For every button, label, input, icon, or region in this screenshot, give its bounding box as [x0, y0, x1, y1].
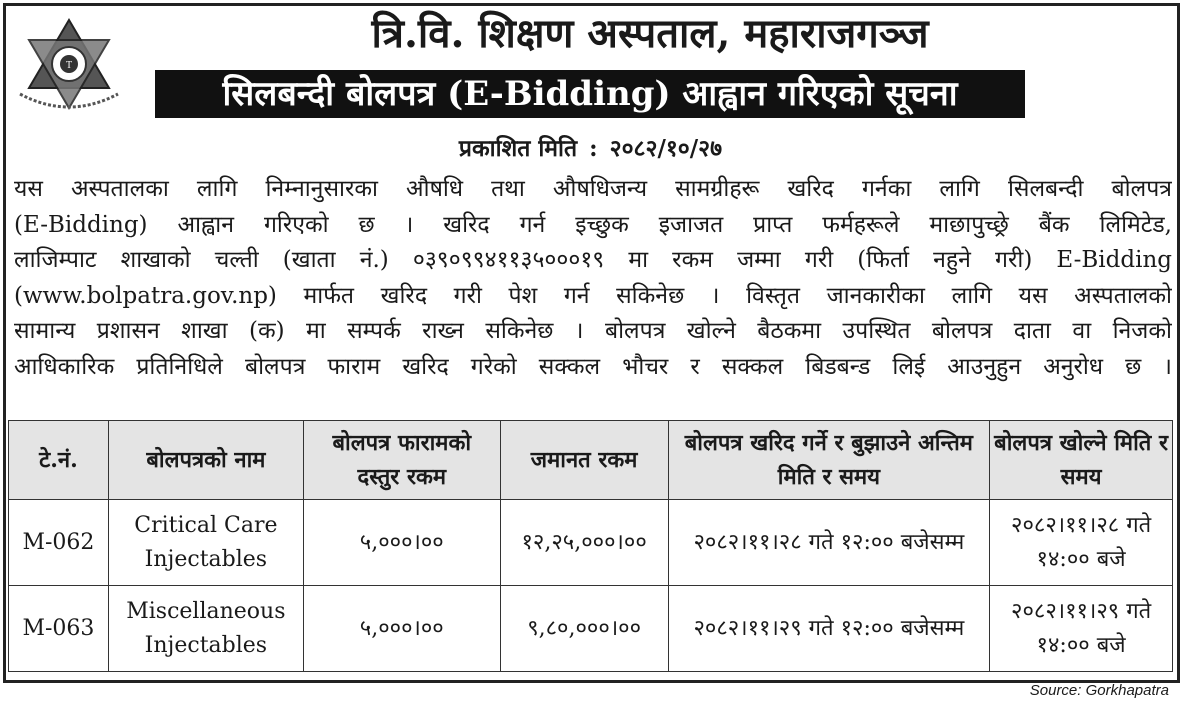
header-bid-security: जमानत रकम — [500, 421, 668, 500]
header-bid-name: बोलपत्रको नाम — [108, 421, 303, 500]
form-fee: ५,०००।०० — [303, 586, 500, 672]
submission-deadline: २०८२।११।२९ गते १२:०० बजेसम्म — [668, 586, 990, 672]
table-row — [9, 500, 1173, 586]
published-date-value: २०८२/१०/२७ — [609, 135, 723, 162]
svg-text:T: T — [65, 60, 73, 71]
tender-no: M-063 — [9, 586, 109, 672]
header-form-fee: बोलपत्र फारामको दस्तुर रकम — [303, 421, 500, 500]
header-submission-deadline: बोलपत्र खरिद गर्ने र बुझाउने अन्तिम मिति र समय — [668, 421, 990, 500]
source-credit: Source: Gorkhapatra — [1029, 682, 1169, 699]
hospital-logo-icon — [14, 16, 124, 116]
body-line: आधिकारिक प्रतिनिधिले बोलपत्र फाराम खरिद गरेको सक्कल भौचर र सक्कल बिडबन्ड लिई आउनुहुन अनुरोध छ । — [14, 353, 1172, 380]
published-separator: : — [589, 135, 598, 162]
bid-name: Critical Care Injectables — [108, 500, 303, 586]
form-fee: ५,०००।०० — [303, 500, 500, 586]
tender-no: M-062 — [9, 500, 109, 586]
opening-date: २०८२।११।२८ गते १४:०० बजे — [990, 500, 1173, 586]
body-line: (E-Bidding) आह्वान गरिएको छ । खरिद गर्न इच्छुक इजाजत प्राप्त फर्महरूले माछापुच्छ्रे बैंक लिमिटेड, — [14, 211, 1172, 238]
bid-table — [8, 420, 1173, 672]
published-date — [0, 132, 1181, 166]
hospital-name: त्रि.वि. शिक्षण अस्पताल, महाराजगञ्ज — [371, 10, 929, 57]
table-row — [9, 586, 1173, 672]
bid-security: १२,२५,०००।०० — [500, 500, 668, 586]
submission-deadline: २०८२।११।२८ गते १२:०० बजेसम्म — [668, 500, 990, 586]
table-header-row — [9, 421, 1173, 500]
notice-title: सिलबन्दी बोलपत्र (E-Bidding) आह्वान गरिएको सूचना — [155, 70, 1025, 118]
bid-name: Miscellaneous Injectables — [108, 586, 303, 672]
bid-security: ९,८०,०००।०० — [500, 586, 668, 672]
body-line: सामान्य प्रशासन शाखा (क) मा सम्पर्क राख्न सकिनेछ । बोलपत्र खोल्ने बैठकमा उपस्थित बोलपत्र दाता वा निजको — [14, 318, 1172, 344]
opening-date: २०८२।११।२९ गते १४:०० बजे — [990, 586, 1173, 672]
header-opening-date: बोलपत्र खोल्ने मिति र समय — [990, 421, 1173, 500]
body-line: लाजिम्पाट शाखाको चल्ती (खाता नं.) ०३९०९९४११३५०००१९ मा रकम जम्मा गरी (फिर्ता नहुने गरी) E-Bidding — [14, 247, 1172, 273]
header-tender-no: टे.नं. — [9, 421, 109, 500]
body-line: यस अस्पतालका लागि निम्नानुसारका औषधि तथा औषधिजन्य सामग्रीहरू खरिद गर्नका लागि सिलबन्दी बोलपत्र — [14, 176, 1172, 202]
body-line: (www.bolpatra.gov.np) मार्फत खरिद गरी पेश गर्न सकिनेछ । विस्तृत जानकारीका लागि यस अस्पतालको — [14, 282, 1172, 309]
notice-body — [14, 172, 1172, 385]
published-label: प्रकाशित मिति — [458, 135, 578, 162]
